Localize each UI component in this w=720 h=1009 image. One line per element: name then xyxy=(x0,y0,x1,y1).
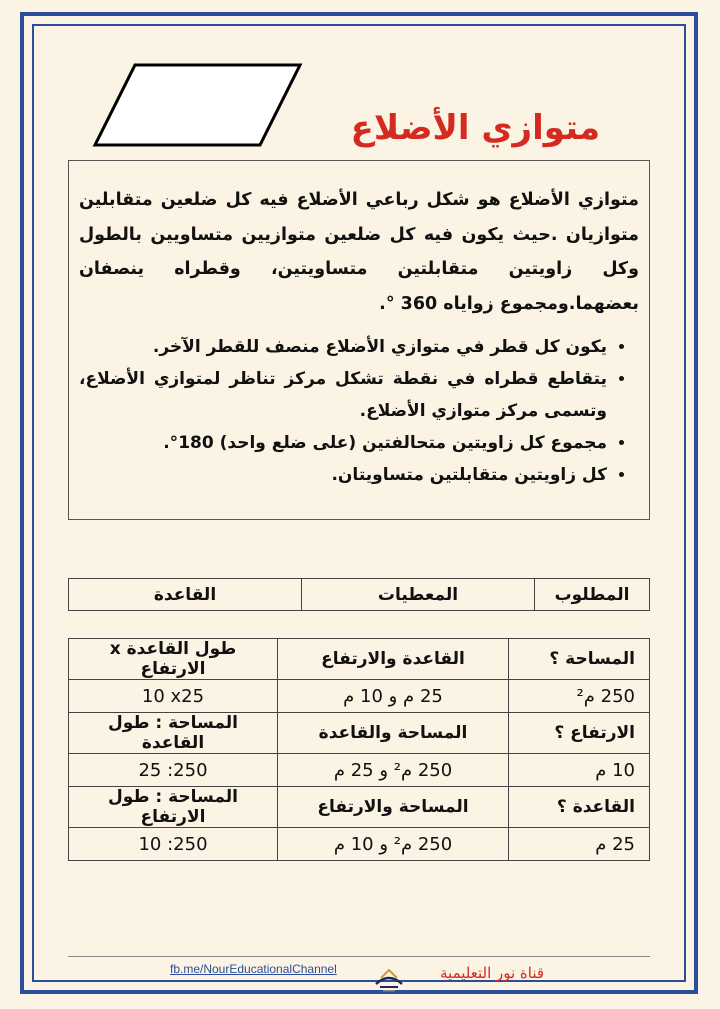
channel-name: قناة نور التعليمية xyxy=(440,964,545,982)
table-row xyxy=(69,639,650,680)
row-computation: 10 x25 xyxy=(141,685,205,707)
definition-text: متوازي الأضلاع هو شكل رباعي الأضلاع فيه كل ضلعين متقابلين متوازيان .حيث يكون فيه كل ضلعين متوازيين متساويين بالطول وكل زاويتين متقابلتين متساويتين، وقطراه ينصفان بعضهما.ومجموع زواياه 360 °. xyxy=(79,190,639,314)
row-givens-values: 250 م² و 10 م xyxy=(278,828,509,861)
page-title: متوازي الأضلاع xyxy=(350,108,600,148)
row-givens: القاعدة والارتفاع xyxy=(278,639,509,680)
table-row xyxy=(69,828,650,861)
row-givens: المساحة والقاعدة xyxy=(278,713,509,754)
row-rule: طول القاعدة x الارتفاع xyxy=(69,639,278,680)
row-givens-values: 250 م² و 25 م xyxy=(278,754,509,787)
formulas-table xyxy=(68,638,650,861)
footer-divider xyxy=(68,956,650,957)
row-required: القاعدة ؟ xyxy=(509,787,650,828)
header-rule: القاعدة xyxy=(69,579,302,611)
row-answer: 10 م xyxy=(509,754,650,787)
row-rule: المساحة : طول القاعدة xyxy=(69,713,278,754)
table-row xyxy=(69,787,650,828)
properties-list xyxy=(79,331,639,491)
row-givens-values: 25 م و 10 م xyxy=(278,680,509,713)
row-rule: المساحة : طول الارتفاع xyxy=(69,787,278,828)
header-givens: المعطيات xyxy=(302,579,535,611)
property-item: • كل زاويتين متقابلتين متساويتان. xyxy=(79,459,607,491)
row-givens: المساحة والارتفاع xyxy=(278,787,509,828)
row-answer: 250 م² xyxy=(509,680,650,713)
table-row xyxy=(69,680,650,713)
parallelogram-figure xyxy=(90,60,305,150)
definition-box xyxy=(68,160,650,520)
facebook-link[interactable]: fb.me/NourEducationalChannel xyxy=(170,962,337,976)
table-row xyxy=(69,713,650,754)
table-row xyxy=(69,754,650,787)
row-computation: 25 :250 xyxy=(138,759,208,781)
property-item: • مجموع كل زاويتين متحالفتين (على ضلع واحد) 180°. xyxy=(79,427,607,459)
row-computation: 10 :250 xyxy=(138,833,208,855)
channel-logo-icon xyxy=(372,964,406,994)
row-required: المساحة ؟ xyxy=(509,639,650,680)
row-answer: 25 م xyxy=(509,828,650,861)
row-required: الارتفاع ؟ xyxy=(509,713,650,754)
table-header xyxy=(68,578,650,611)
header-required: المطلوب xyxy=(535,579,650,611)
property-item: • يتقاطع قطراه في نقطة تشكل مركز تناظر لمتوازي الأضلاع، وتسمى مركز متوازي الأضلاع. xyxy=(79,363,607,427)
property-item: • يكون كل قطر في متوازي الأضلاع منصف للقطر الآخر. xyxy=(79,331,607,363)
